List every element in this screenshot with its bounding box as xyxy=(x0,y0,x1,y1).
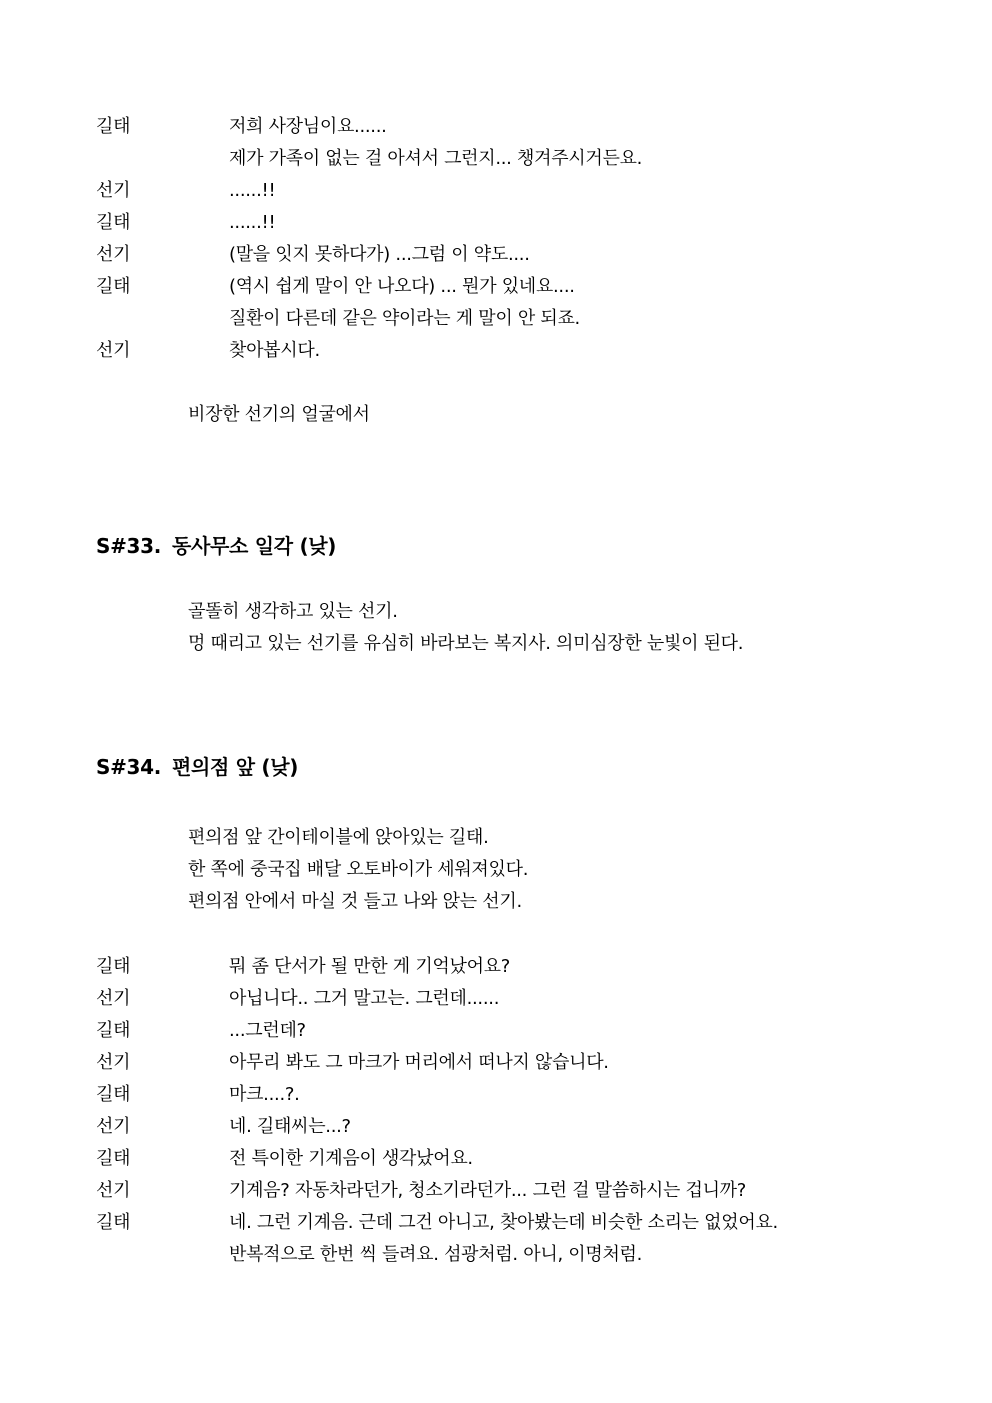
scene-title: 동사무소 일각 (낮) xyxy=(172,534,337,558)
speaker-label: 길태 xyxy=(96,1212,131,1233)
action-line: 편의점 앞 간이테이블에 앉아있는 길태. xyxy=(188,827,489,848)
speaker-label: 선기 xyxy=(96,988,131,1009)
dialogue-line: 뭐 좀 단서가 될 만한 게 기억났어요? xyxy=(229,956,511,977)
dialogue-line: ......!! xyxy=(229,212,276,233)
dialogue-line: 질환이 다른데 같은 약이라는 게 말이 안 되죠. xyxy=(229,308,580,329)
dialogue-line: 아닙니다.. 그거 말고는. 그런데...... xyxy=(229,988,500,1009)
scene-heading xyxy=(96,534,336,558)
speaker-label: 선기 xyxy=(96,1180,131,1201)
action-line: 편의점 안에서 마실 것 들고 나와 앉는 선기. xyxy=(188,891,522,912)
speaker-label: 길태 xyxy=(96,1020,131,1041)
dialogue-line: 기계음? 자동차라던가, 청소기라던가... 그런 걸 말씀하시는 겁니까? xyxy=(229,1180,747,1201)
dialogue-line: ...그런데? xyxy=(229,1020,306,1041)
speaker-label: 길태 xyxy=(96,1084,131,1105)
speaker-label: 길태 xyxy=(96,1148,131,1169)
speaker-label: 선기 xyxy=(96,180,131,201)
action-line: 멍 때리고 있는 선기를 유심히 바라보는 복지사. 의미심장한 눈빛이 된다. xyxy=(188,633,744,654)
scene-heading xyxy=(96,755,298,779)
speaker-label: 길태 xyxy=(96,956,131,977)
scene-title: 편의점 앞 (낮) xyxy=(172,755,299,779)
speaker-label: 길태 xyxy=(96,212,131,233)
dialogue-line: 제가 가족이 없는 걸 아셔서 그런지... 챙겨주시거든요. xyxy=(229,148,643,169)
dialogue-line: 찾아봅시다. xyxy=(229,340,320,361)
speaker-label: 길태 xyxy=(96,276,131,297)
speaker-label: 선기 xyxy=(96,244,131,265)
dialogue-line: 저희 사장님이요...... xyxy=(229,116,387,137)
dialogue-line: 네. 길태씨는...? xyxy=(229,1116,351,1137)
dialogue-line: 네. 그런 기계음. 근데 그건 아니고, 찾아봤는데 비슷한 소리는 없었어요. xyxy=(229,1212,778,1233)
action-line: 비장한 선기의 얼굴에서 xyxy=(188,404,370,425)
scene-number: S#33. xyxy=(96,534,162,558)
dialogue-line: 전 특이한 기계음이 생각났어요. xyxy=(229,1148,473,1169)
speaker-label: 길태 xyxy=(96,116,131,137)
action-line: 한 쪽에 중국집 배달 오토바이가 세워져있다. xyxy=(188,859,529,880)
speaker-label: 선기 xyxy=(96,1052,131,1073)
dialogue-line: ......!! xyxy=(229,180,276,201)
scene-number: S#34. xyxy=(96,755,162,779)
dialogue-line: 아무리 봐도 그 마크가 머리에서 떠나지 않습니다. xyxy=(229,1052,609,1073)
dialogue-line: 반복적으로 한번 씩 들려요. 섬광처럼. 아니, 이명처럼. xyxy=(229,1244,643,1265)
dialogue-line: 마크....?. xyxy=(229,1084,300,1105)
speaker-label: 선기 xyxy=(96,340,131,361)
speaker-label: 선기 xyxy=(96,1116,131,1137)
dialogue-line: (역시 쉽게 말이 안 나오다) ... 뭔가 있네요.... xyxy=(229,276,575,297)
action-line: 골똘히 생각하고 있는 선기. xyxy=(188,601,398,622)
dialogue-line: (말을 잇지 못하다가) ...그럼 이 약도.... xyxy=(229,244,530,265)
